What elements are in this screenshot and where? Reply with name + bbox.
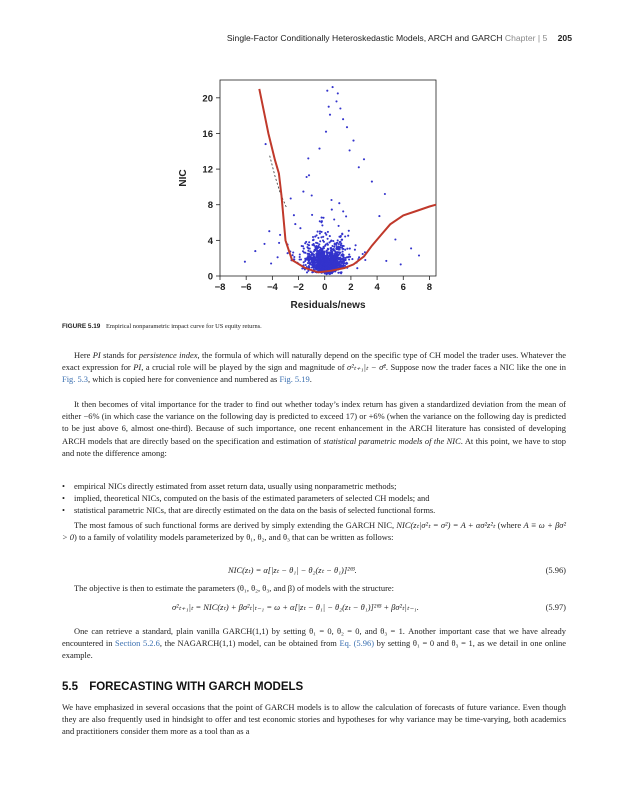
scatter-point xyxy=(315,242,317,244)
scatter-point xyxy=(358,256,360,258)
plot-area xyxy=(220,80,436,276)
x-tick-label: −6 xyxy=(240,282,252,293)
scatter-point xyxy=(327,248,329,250)
scatter-point xyxy=(348,256,350,258)
scatter-point xyxy=(329,114,331,116)
scatter-point xyxy=(348,230,350,232)
scatter-point xyxy=(362,253,364,255)
scatter-point xyxy=(319,265,321,267)
scatter-point xyxy=(333,254,335,256)
list-item: • statistical parametric NICs, that are directly estimated on the data on the basis of selected functional forms. xyxy=(62,504,566,516)
scatter-point xyxy=(314,249,316,251)
scatter-point xyxy=(314,257,316,259)
x-tick-label: 2 xyxy=(348,282,354,293)
scatter-point xyxy=(384,193,386,195)
scatter-point xyxy=(333,246,335,248)
scatter-point xyxy=(318,148,320,150)
scatter-point xyxy=(308,256,310,258)
scatter-point xyxy=(300,258,302,260)
scatter-point xyxy=(322,217,324,219)
scatter-point xyxy=(378,215,380,217)
section-number: 5.5 xyxy=(62,681,78,693)
scatter-point xyxy=(299,227,301,229)
scatter-point xyxy=(339,107,341,109)
scatter-point xyxy=(335,100,337,102)
scatter-point xyxy=(338,243,340,245)
scatter-point xyxy=(307,157,309,159)
scatter-point xyxy=(341,239,343,241)
y-tick-label: 12 xyxy=(202,164,213,176)
scatter-point xyxy=(333,218,335,220)
scatter-point xyxy=(312,243,314,245)
chapter-label: Chapter | 5 xyxy=(504,33,548,43)
scatter-point xyxy=(341,261,343,263)
scatter-point xyxy=(318,252,320,254)
scatter-point xyxy=(344,235,346,237)
scatter-point xyxy=(317,257,319,259)
scatter-point xyxy=(330,240,332,242)
scatter-point xyxy=(265,143,267,145)
section-heading xyxy=(62,681,303,693)
scatter-point xyxy=(339,252,341,254)
scatter-point xyxy=(346,248,348,250)
scatter-point xyxy=(287,252,289,254)
scatter-point xyxy=(339,256,341,258)
scatter-point xyxy=(340,235,342,237)
scatter-point xyxy=(342,210,344,212)
section-ref-link[interactable]: Section 5.2.6 xyxy=(115,638,160,649)
equation-body: NIC(zₜ) = α[|zₜ − θ₁| − θ₂(zₜ − θ₁)]²ᶿ³. xyxy=(228,565,357,575)
y-tick-label: 8 xyxy=(207,200,213,212)
x-tick-label: 0 xyxy=(322,282,328,293)
scatter-point xyxy=(294,223,296,225)
scatter-point xyxy=(325,258,327,260)
scatter-point xyxy=(313,251,315,253)
x-axis-label: Residuals/news xyxy=(290,300,366,311)
scatter-point xyxy=(338,264,340,266)
scatter-point xyxy=(321,224,323,226)
scatter-point xyxy=(418,254,420,256)
scatter-point xyxy=(305,264,307,266)
scatter-point xyxy=(254,250,256,252)
scatter-point xyxy=(303,248,305,250)
scatter-point xyxy=(304,258,306,260)
scatter-point xyxy=(347,235,349,237)
scatter-point xyxy=(371,181,373,183)
scatter-point xyxy=(337,257,339,259)
y-tick-label: 4 xyxy=(207,235,213,247)
scatter-point xyxy=(326,254,328,256)
scatter-point xyxy=(338,262,340,264)
scatter-point xyxy=(325,267,327,269)
scatter-point xyxy=(338,225,340,227)
paragraph-forecasting: We have emphasized in several occasions that the point of GARCH models is to allow the calculation of forecasts of future variance. Even though they are also frequently used in hindsight to offer and test economic stories and hypotheses for why variance may be time-varying, both academics and practitioners consider them more as a tool than as a xyxy=(62,702,566,737)
scatter-point xyxy=(339,259,341,261)
scatter-point xyxy=(348,254,350,256)
scatter-point xyxy=(307,250,309,252)
scatter-point xyxy=(323,246,325,248)
scatter-point xyxy=(309,251,311,253)
scatter-point xyxy=(346,126,348,128)
scatter-point xyxy=(312,260,314,262)
scatter-point xyxy=(308,174,310,176)
scatter-point xyxy=(342,118,344,120)
list-item: • empirical NICs directly estimated from asset return data, usually using nonparametric methods; xyxy=(62,480,566,492)
scatter-point xyxy=(332,86,334,88)
x-tick-label: 8 xyxy=(426,282,433,293)
paragraph-special-cases: One can retrieve a standard, plain vanilla GARCH(1,1) by setting θ₁ = 0, θ₂ = 0, and θ₃ = 1. Another important case that we have already encountered in Section 5.2.6, the NAGARCH(1,1) model, can be obtained from Eq. (5.96) by setting θ₁ = 0 and θ₃ = 1, as we detail in one online example. xyxy=(62,626,566,661)
scatter-point xyxy=(336,251,338,253)
scatter-point xyxy=(270,262,272,264)
scatter-point xyxy=(410,247,412,249)
scatter-point xyxy=(328,264,330,266)
scatter-point xyxy=(334,265,336,267)
scatter-point xyxy=(345,215,347,217)
figure-label: FIGURE 5.19 xyxy=(62,323,101,330)
scatter-point xyxy=(339,241,341,243)
scatter-point xyxy=(337,239,339,241)
page-number: 205 xyxy=(557,33,572,43)
scatter-point xyxy=(331,253,333,255)
scatter-point xyxy=(334,243,336,245)
fig-ref-link[interactable]: Fig. 5.3 xyxy=(62,374,89,385)
scatter-point xyxy=(277,256,279,258)
scatter-point xyxy=(338,246,340,248)
scatter-point xyxy=(268,230,270,232)
scatter-point xyxy=(278,242,280,244)
scatter-point xyxy=(321,254,323,256)
scatter-point xyxy=(279,234,281,236)
scatter-point xyxy=(325,234,327,236)
scatter-point xyxy=(306,176,308,178)
sigma-expression: σ²ₜ₊₁|ₜ − σ̄² xyxy=(347,362,386,373)
scatter-point xyxy=(352,140,354,142)
scatter-point xyxy=(319,240,321,242)
scatter-point xyxy=(339,272,341,274)
scatter-point xyxy=(327,267,329,269)
scatter-point xyxy=(327,231,329,233)
scatter-point xyxy=(323,267,325,269)
equation-number: (5.96) xyxy=(545,565,566,575)
scatter-point xyxy=(338,202,340,204)
scatter-point xyxy=(316,247,318,249)
scatter-point xyxy=(299,256,301,258)
scatter-point xyxy=(306,246,308,248)
scatter-point xyxy=(310,258,312,260)
scatter-point xyxy=(331,245,333,247)
scatter-point xyxy=(328,106,330,108)
scatter-point xyxy=(319,256,321,258)
scatter-point xyxy=(333,262,335,264)
scatter-point xyxy=(326,242,328,244)
scatter-point xyxy=(326,90,328,92)
scatter-point xyxy=(290,197,292,199)
scatter-point xyxy=(342,253,344,255)
scatter-point xyxy=(337,272,339,274)
list-item: • implied, theoretical NICs, computed on the basis of the estimated parameters of selected CH models; and xyxy=(62,492,566,504)
scatter-point xyxy=(332,267,334,269)
scatter-point xyxy=(304,242,306,244)
scatter-point xyxy=(330,199,332,201)
scatter-point xyxy=(319,230,321,232)
scatter-point xyxy=(316,259,318,261)
x-tick-label: −8 xyxy=(214,282,226,293)
scatter-point xyxy=(311,252,313,254)
scatter-point xyxy=(341,233,343,235)
equation-number: (5.97) xyxy=(545,602,566,612)
nic-scatter-chart xyxy=(180,72,440,312)
scatter-point xyxy=(337,92,339,94)
scatter-point xyxy=(244,261,246,263)
scatter-point xyxy=(307,243,309,245)
scatter-point xyxy=(400,263,402,265)
running-title: Single-Factor Conditionally Heteroskedastic Models, ARCH and GARCH xyxy=(226,33,503,43)
scatter-point xyxy=(321,248,323,250)
paragraph-importance: It then becomes of vital importance for the trader to find out whether today’s index return has given a standardized deviation from the mean of either −6% (in which case the variance on the following day is predicted to exceed 17) or +6% (when the variance on the following day is predicted to be just above 6, almost one-third). Because of such importance, one recent enhancement in the ARCH literature has consisted of developing ARCH models that are directly based on the specification and estimation of statistical parametric models of the NIC. At this point, we have to stop and note the difference among: xyxy=(62,399,566,458)
scatter-point xyxy=(263,243,265,245)
scatter-point xyxy=(332,240,334,242)
scatter-point xyxy=(333,256,335,258)
scatter-point xyxy=(355,244,357,246)
scatter-point xyxy=(309,248,311,250)
x-tick-label: −4 xyxy=(266,282,278,293)
scatter-point xyxy=(336,242,338,244)
scatter-point xyxy=(320,258,322,260)
scatter-point xyxy=(322,236,324,238)
scatter-point xyxy=(354,249,356,251)
y-tick-label: 16 xyxy=(202,128,213,140)
scatter-point xyxy=(311,194,313,196)
scatter-point xyxy=(331,260,333,262)
scatter-point xyxy=(340,243,342,245)
scatter-point xyxy=(329,255,331,257)
nic-type-list xyxy=(62,480,566,517)
scatter-point xyxy=(356,267,358,269)
scatter-point xyxy=(394,238,396,240)
scatter-point xyxy=(342,248,344,250)
x-tick-label: 4 xyxy=(374,282,380,293)
scatter-point xyxy=(317,250,319,252)
scatter-point xyxy=(326,257,328,259)
scatter-point xyxy=(334,250,336,252)
scatter-point xyxy=(342,251,344,253)
scatter-point xyxy=(321,262,323,264)
scatter-point xyxy=(311,214,313,216)
x-tick-label: −2 xyxy=(293,282,304,293)
scatter-point xyxy=(302,191,304,193)
scatter-point xyxy=(317,231,319,233)
scatter-point xyxy=(311,264,313,266)
scatter-point xyxy=(351,258,353,260)
scatter-point xyxy=(312,236,314,238)
y-tick-label: 20 xyxy=(202,93,213,105)
paragraph-objective: The objective is then to estimate the parameters (θ₁, θ₂, θ₃, and β) of models with the structure: xyxy=(74,583,394,593)
scatter-point xyxy=(348,258,350,260)
scatter-point xyxy=(333,248,335,250)
scatter-point xyxy=(349,149,351,151)
scatter-point xyxy=(317,264,319,266)
scatter-point xyxy=(336,247,338,249)
scatter-point xyxy=(331,250,333,252)
fig-ref-link-2[interactable]: Fig. 5.19 xyxy=(279,374,310,385)
equation-ref-link[interactable]: Eq. (5.96) xyxy=(339,638,375,649)
paragraph-functional-forms: The most famous of such functional forms are derived by simply extending the GARCH NIC, NIC(zₜ|σ²ₜ = σ²) = A + ασ²z²ₜ (where A ≡ ω + βσ² > 0) to a family of volatility models parameterized by θ₁, θ₂, and θ₃ that can be written as follows: xyxy=(62,520,566,543)
scatter-point xyxy=(293,214,295,216)
scatter-point xyxy=(342,256,344,258)
scatter-point xyxy=(313,266,315,268)
y-axis-label: NIC xyxy=(178,169,189,187)
y-tick-label: 0 xyxy=(207,271,213,283)
scatter-point xyxy=(301,245,303,247)
scatter-point xyxy=(327,238,329,240)
scatter-point xyxy=(308,253,310,255)
scatter-point xyxy=(325,131,327,133)
scatter-point xyxy=(322,250,324,252)
scatter-point xyxy=(330,265,332,267)
scatter-point xyxy=(303,261,305,263)
scatter-point xyxy=(319,232,321,234)
scatter-point xyxy=(306,271,308,273)
scatter-point xyxy=(292,254,294,256)
scatter-point xyxy=(313,254,315,256)
equation-body: σ²ₜ₊₁|ₜ = NIC(zₜ) + βσ²ₜ|ₜ₋₁ = ω + α[|zₜ − θ₁| − θ₂(zₜ − θ₁)]²ᶿ³ + βσ²ₜ|ₜ₋₁. xyxy=(172,602,419,612)
scatter-point xyxy=(317,245,319,247)
scatter-point xyxy=(336,260,338,262)
scatter-point xyxy=(315,268,317,270)
scatter-point xyxy=(323,253,325,255)
scatter-point xyxy=(293,256,295,258)
scatter-point xyxy=(314,236,316,238)
figure-caption xyxy=(62,323,262,330)
scatter-point xyxy=(385,260,387,262)
scatter-point xyxy=(307,262,309,264)
scatter-point xyxy=(323,241,325,243)
scatter-point xyxy=(329,262,331,264)
scatter-point xyxy=(303,252,305,254)
scatter-point xyxy=(329,253,331,255)
scatter-point xyxy=(345,263,347,265)
scatter-point xyxy=(321,217,323,219)
running-header xyxy=(227,33,572,43)
scatter-point xyxy=(343,245,345,247)
scatter-point xyxy=(358,166,360,168)
scatter-point xyxy=(364,259,366,261)
scatter-point xyxy=(316,253,318,255)
scatter-point xyxy=(292,251,294,253)
scatter-point xyxy=(363,158,365,160)
scatter-point xyxy=(329,235,331,237)
scatter-point xyxy=(299,253,301,255)
section-title: FORECASTING WITH GARCH MODELS xyxy=(89,681,304,693)
scatter-point xyxy=(308,241,310,243)
scatter-point xyxy=(320,221,322,223)
scatter-point xyxy=(344,249,346,251)
scatter-point xyxy=(324,264,326,266)
paragraph-persistence: Here PI stands for persistence index, the formula of which will naturally depend on the specific type of CH model the trader uses. Whatever the exact expression for PI, a crucial role will be played by the sign and magnitude of σ²ₜ₊₁|ₜ − σ̄². Suppose now the trader faces a NIC like the one in Fig. 5.3, which is copied here for convenience and numbered as Fig. 5.19. xyxy=(62,350,566,385)
scatter-point xyxy=(316,261,318,263)
figure-caption-text: Empirical nonparametric impact curve for US equity returns. xyxy=(105,323,262,330)
scatter-point xyxy=(349,248,351,250)
x-tick-label: 6 xyxy=(400,282,406,293)
scatter-point xyxy=(331,209,333,211)
scatter-point xyxy=(317,237,319,239)
scatter-point xyxy=(322,259,324,261)
scatter-point xyxy=(316,266,318,268)
scatter-point xyxy=(312,239,314,241)
scatter-point xyxy=(345,259,347,261)
scatter-point xyxy=(309,262,311,264)
